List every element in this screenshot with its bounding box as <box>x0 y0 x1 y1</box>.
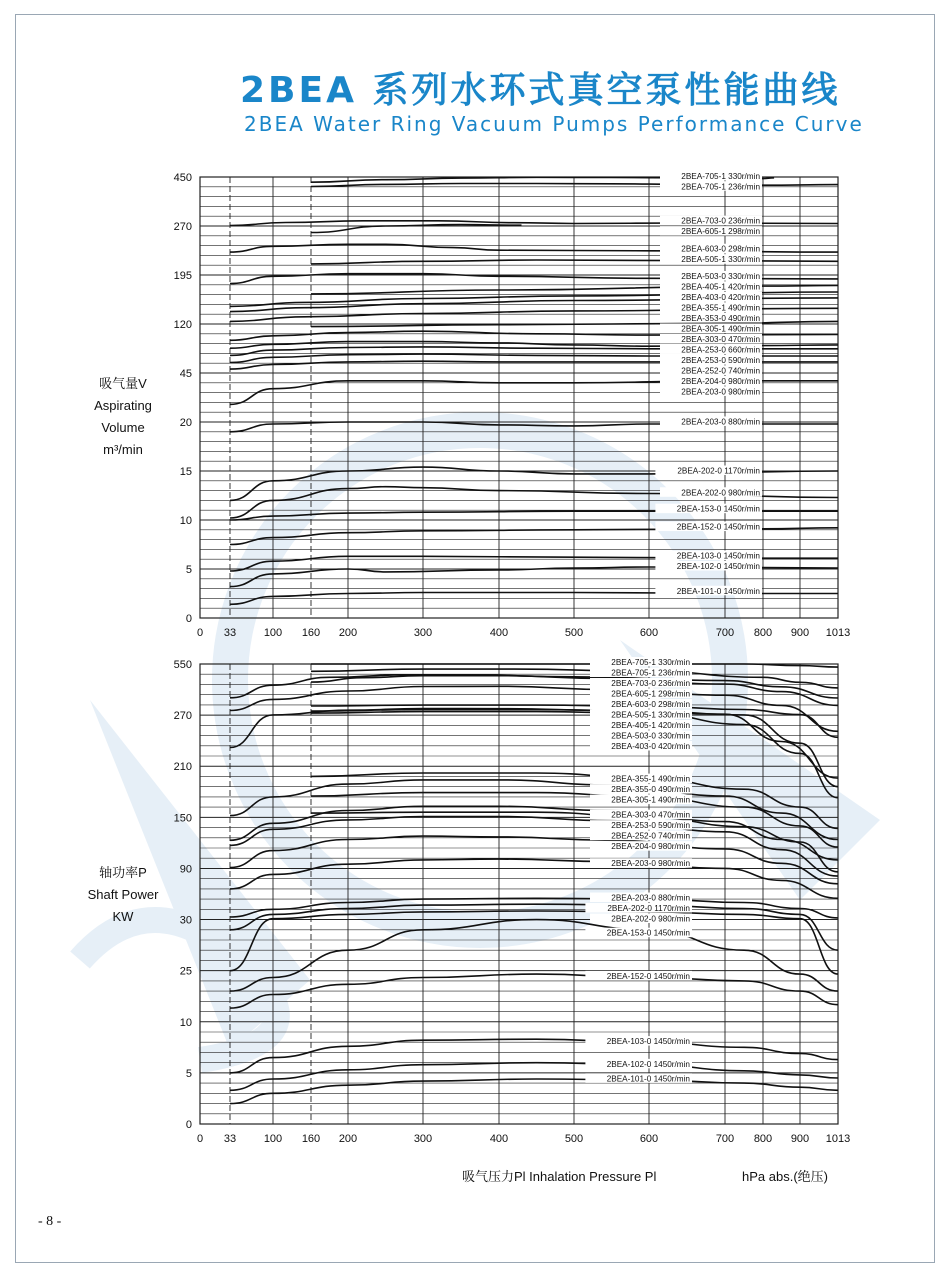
shaft-power-series-label: 2BEA-203-0 980r/min <box>611 859 690 869</box>
shaft-power-y-tick-label: 270 <box>173 710 192 723</box>
aspirating-volume-x-tick-label: 33 <box>223 627 237 639</box>
aspirating-volume-series-label: 2BEA-305-1 490r/min <box>681 324 760 334</box>
shaft-power-y-tick-label: 550 <box>173 659 192 671</box>
shaft-power-series-line <box>311 664 838 667</box>
aspirating-volume-series-label: 2BEA-705-1 330r/min <box>681 171 760 181</box>
shaft-power-series-label: 2BEA-101-0 1450r/min <box>606 1074 690 1084</box>
shaft-power-x-tick-label: 0 <box>196 1133 204 1145</box>
aspirating-volume-x-tick-label: 300 <box>413 627 433 639</box>
aspirating-volume-series-label: 2BEA-203-0 880r/min <box>681 417 760 427</box>
aspirating-volume-series-label: 2BEA-705-1 236r/min <box>681 182 760 192</box>
aspirating-volume-series-label: 2BEA-204-0 980r/min <box>681 376 760 386</box>
aspirating-volume-x-tick-label: 500 <box>564 627 584 639</box>
aspirating-volume-y-tick-label: 10 <box>179 515 192 527</box>
aspirating-volume-series-label: 2BEA-403-0 420r/min <box>681 292 760 302</box>
aspirating-volume-series-label: 2BEA-101-0 1450r/min <box>676 586 760 596</box>
power-axis-title-line: 轴功率P <box>99 865 147 880</box>
shaft-power-y-tick-label: 210 <box>173 761 192 774</box>
shaft-power-series-label: 2BEA-202-0 980r/min <box>611 914 690 924</box>
shaft-power-series-line <box>230 1063 838 1091</box>
aspirating-volume-series-label: 2BEA-202-0 1170r/min <box>677 466 760 476</box>
shaft-power-y-tick-label: 30 <box>179 914 192 927</box>
power-axis-title-line: KW <box>112 909 134 924</box>
shaft-power-x-tick-label: 300 <box>413 1133 433 1145</box>
aspirating-volume-series-label: 2BEA-703-0 236r/min <box>681 216 760 226</box>
shaft-power-y-tick-label: 10 <box>179 1016 192 1029</box>
shaft-power-series-label: 2BEA-355-0 490r/min <box>611 785 690 795</box>
aspirating-volume-series-label: 2BEA-603-0 298r/min <box>681 244 760 254</box>
aspirating-volume-y-tick-label: 195 <box>173 270 192 282</box>
shaft-power-x-tick-label: 100 <box>263 1133 283 1145</box>
shaft-power-series-label: 2BEA-202-0 1170r/min <box>607 904 690 914</box>
page-number: - 8 - <box>38 1214 62 1229</box>
shaft-power-series-line <box>230 806 838 860</box>
shaft-power-series-label: 2BEA-605-1 298r/min <box>611 689 690 699</box>
shaft-power-x-tick-label: 800 <box>753 1133 773 1145</box>
shaft-power-x-tick-label: 200 <box>338 1133 358 1145</box>
shaft-power-series-label: 2BEA-153-0 1450r/min <box>606 928 690 938</box>
shaft-power-x-tick-label: 400 <box>489 1133 509 1145</box>
aspirating-volume-series-label: 2BEA-253-0 590r/min <box>681 355 760 365</box>
aspirating-volume-series-label: 2BEA-202-0 980r/min <box>681 488 760 498</box>
aspirating-volume-y-tick-label: 0 <box>185 613 192 625</box>
aspirating-volume-series-label: 2BEA-405-1 420r/min <box>681 282 760 292</box>
page-title-english: 2BEA Water Ring Vacuum Pumps Performance Curve <box>244 112 864 136</box>
shaft-power-series-label: 2BEA-503-0 330r/min <box>611 731 690 741</box>
x-axis-unit: hPa abs.(绝压) <box>742 1169 828 1184</box>
shaft-power-y-tick-label: 90 <box>179 863 192 876</box>
shaft-power-series-label: 2BEA-102-0 1450r/min <box>606 1059 690 1069</box>
shaft-power-series-label: 2BEA-505-1 330r/min <box>611 710 690 720</box>
aspirating-volume-x-tick-label: 400 <box>489 627 509 639</box>
aspirating-volume-x-tick-label: 200 <box>338 627 358 639</box>
aspirating-volume-x-tick-label: 100 <box>263 627 283 639</box>
shaft-power-series-label: 2BEA-203-0 880r/min <box>611 893 690 903</box>
shaft-power-x-tick-label: 600 <box>639 1133 659 1145</box>
shaft-power-series-label: 2BEA-253-0 590r/min <box>611 821 690 831</box>
aspirating-volume-x-tick-label: 600 <box>639 627 659 639</box>
aspirating-volume-y-tick-label: 270 <box>173 221 192 233</box>
shaft-power-series-line <box>311 710 838 787</box>
shaft-power-series-line <box>230 1079 838 1104</box>
shaft-power-series-label: 2BEA-204-0 980r/min <box>611 842 690 852</box>
shaft-power-y-tick-label: 150 <box>173 812 192 825</box>
shaft-power-x-tick-label: 1013 <box>825 1133 851 1145</box>
page-title-chinese: 2BEA 系列水环式真空泵性能曲线 <box>240 70 841 111</box>
shaft-power-series-line <box>311 676 838 706</box>
aspirating-volume-x-tick-label: 1013 <box>825 627 851 639</box>
aspirating-volume-y-tick-label: 120 <box>173 319 192 331</box>
shaft-power-series-label: 2BEA-603-0 298r/min <box>611 700 690 709</box>
shaft-power-y-tick-label: 5 <box>185 1067 192 1080</box>
shaft-power-series-label: 2BEA-103-0 1450r/min <box>606 1037 690 1047</box>
shaft-power-series-line <box>230 911 838 974</box>
shaft-power-x-tick-label: 700 <box>715 1133 735 1145</box>
aspirating-volume-series-label: 2BEA-355-1 490r/min <box>681 303 760 313</box>
shaft-power-series-line <box>311 712 838 798</box>
shaft-power-series-line <box>311 812 838 872</box>
volume-axis-title-line: Volume <box>101 420 145 435</box>
aspirating-volume-series-label: 2BEA-152-0 1450r/min <box>676 522 760 532</box>
volume-axis-title-line: Aspirating <box>94 398 152 413</box>
shaft-power-series-label: 2BEA-252-0 740r/min <box>611 831 690 841</box>
power-axis-title-line: Shaft Power <box>87 887 159 902</box>
shaft-power-y-tick-label: 0 <box>185 1119 192 1131</box>
shaft-power-series-label: 2BEA-303-0 470r/min <box>611 810 690 820</box>
aspirating-volume-x-tick-label: 0 <box>196 627 204 639</box>
aspirating-volume-series-label: 2BEA-503-0 330r/min <box>681 271 760 281</box>
aspirating-volume-series-label: 2BEA-605-1 298r/min <box>681 227 760 237</box>
shaft-power-series-label: 2BEA-305-1 490r/min <box>611 795 690 805</box>
shaft-power-series-label: 2BEA-403-0 420r/min <box>611 742 690 751</box>
aspirating-volume-y-tick-label: 20 <box>179 417 192 429</box>
aspirating-volume-series-label: 2BEA-253-0 660r/min <box>681 345 760 355</box>
shaft-power-series-label: 2BEA-355-1 490r/min <box>611 774 690 784</box>
aspirating-volume-series-label: 2BEA-102-0 1450r/min <box>676 561 760 571</box>
shaft-power-series-line <box>230 709 838 779</box>
aspirating-volume-y-tick-label: 450 <box>173 172 192 184</box>
shaft-power-y-tick-label: 25 <box>179 965 192 978</box>
aspirating-volume-x-tick-label: 160 <box>301 627 321 639</box>
shaft-power-series-line <box>230 1039 838 1073</box>
aspirating-volume-series-label: 2BEA-505-1 330r/min <box>681 255 760 265</box>
aspirating-volume-series-label: 2BEA-353-0 490r/min <box>681 313 760 323</box>
shaft-power-x-tick-label: 160 <box>301 1133 321 1145</box>
aspirating-volume-x-tick-label: 700 <box>715 627 735 639</box>
shaft-power-x-tick-label: 33 <box>223 1133 237 1145</box>
aspirating-volume-series-label: 2BEA-252-0 740r/min <box>681 366 760 376</box>
shaft-power-series-label: 2BEA-405-1 420r/min <box>611 721 690 730</box>
aspirating-volume-series-label: 2BEA-303-0 470r/min <box>681 334 760 344</box>
shaft-power-series-label: 2BEA-703-0 236r/min <box>611 679 690 688</box>
aspirating-volume-x-tick-label: 800 <box>753 627 773 639</box>
aspirating-volume-x-tick-label: 900 <box>790 627 810 639</box>
volume-axis-title-line: m³/min <box>103 442 143 457</box>
aspirating-volume-series-label: 2BEA-153-0 1450r/min <box>676 504 760 514</box>
shaft-power-series-label: 2BEA-152-0 1450r/min <box>606 971 690 981</box>
shaft-power-x-tick-label: 900 <box>790 1133 810 1145</box>
volume-axis-title-line: 吸气量V <box>99 376 147 391</box>
aspirating-volume-y-tick-label: 15 <box>179 466 192 478</box>
aspirating-volume-series-label: 2BEA-203-0 980r/min <box>681 387 760 397</box>
shaft-power-series-label: 2BEA-705-1 236r/min <box>611 668 690 678</box>
shaft-power-series-label: 2BEA-705-1 330r/min <box>611 658 690 667</box>
aspirating-volume-y-tick-label: 45 <box>179 368 192 380</box>
aspirating-volume-series-label: 2BEA-103-0 1450r/min <box>676 551 760 561</box>
x-axis-title: 吸气压力Pl Inhalation Pressure Pl <box>462 1169 657 1184</box>
shaft-power-x-tick-label: 500 <box>564 1133 584 1145</box>
aspirating-volume-y-tick-label: 5 <box>185 564 192 576</box>
